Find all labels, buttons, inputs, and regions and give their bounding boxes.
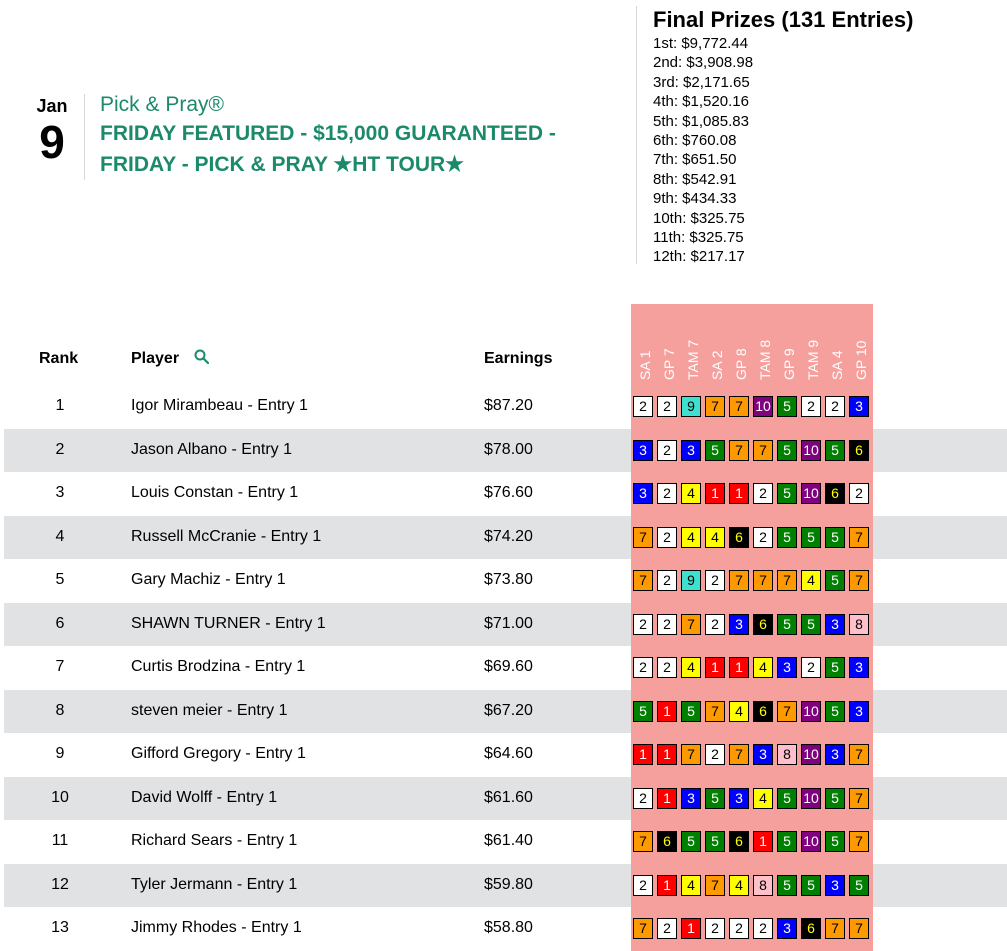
pick-cell: 2 [657, 483, 677, 504]
pick-cell: 2 [729, 918, 749, 939]
pick-cell: 4 [753, 788, 773, 809]
pick-cell: 2 [657, 527, 677, 548]
pick-cell: 2 [705, 570, 725, 591]
pick-cell: 7 [825, 918, 845, 939]
table-row[interactable] [4, 559, 1007, 603]
pick-cell: 3 [849, 701, 869, 722]
race-header-label: SA 2 [709, 350, 725, 380]
rank-cell: 7 [55, 658, 65, 675]
pick-cell: 5 [777, 875, 797, 896]
pick-cell: 7 [849, 570, 869, 591]
pick-cell: 2 [753, 483, 773, 504]
pick-cell: 7 [729, 570, 749, 591]
player-name: Richard Sears - Entry 1 [131, 832, 298, 849]
pick-cell: 2 [633, 614, 653, 635]
rank-cell: 6 [55, 614, 65, 632]
pick-cell: 5 [825, 701, 845, 722]
event-name-line2: FRIDAY - PICK & PRAY ★HT TOUR★ [100, 153, 464, 176]
pick-cell: 5 [777, 527, 797, 548]
pick-cell: 4 [729, 875, 749, 896]
pick-cell: 6 [801, 918, 821, 939]
pick-cell: 1 [657, 788, 677, 809]
earnings-cell: $67.20 [484, 701, 533, 719]
pick-cell: 1 [705, 657, 725, 678]
pick-cell: 3 [681, 788, 701, 809]
pick-cell: 4 [681, 657, 701, 678]
table-row[interactable] [4, 646, 1007, 690]
table-row[interactable] [4, 690, 1007, 734]
pick-cell: 5 [825, 440, 845, 461]
earnings-cell: $71.00 [484, 614, 533, 632]
rank-header: Rank [39, 350, 79, 367]
pick-cell: 2 [753, 918, 773, 939]
table-row[interactable] [4, 472, 1007, 516]
pick-cell: 5 [681, 701, 701, 722]
pick-cell: 1 [705, 483, 725, 504]
player-name: Igor Mirambeau - Entry 1 [131, 397, 308, 414]
race-header-label: GP 8 [733, 348, 749, 380]
pick-cell: 1 [729, 657, 749, 678]
earnings-cell: $78.00 [484, 440, 533, 458]
table-row[interactable] [4, 516, 1007, 560]
pick-cell: 9 [681, 570, 701, 591]
pick-cell: 10 [801, 440, 821, 461]
prize-list [653, 34, 1007, 267]
earnings-cell: $73.80 [484, 571, 533, 588]
pick-cell: 7 [633, 527, 653, 548]
pick-cell: 6 [729, 527, 749, 548]
rank-cell: 2 [55, 440, 65, 458]
pick-cell: 1 [633, 744, 653, 765]
prizes-title: Final Prizes (131 Entries) [653, 7, 914, 32]
pick-cell: 4 [705, 527, 725, 548]
prize-item: 5th: $1,085.83 [653, 112, 749, 130]
pick-cell: 5 [705, 831, 725, 852]
rank-cell: 11 [51, 832, 69, 849]
final-prizes [636, 6, 1007, 264]
pick-cell: 3 [849, 396, 869, 417]
pick-cell: 7 [705, 396, 725, 417]
table-row[interactable] [4, 385, 1007, 429]
prize-item: 10th: $325.75 [653, 209, 745, 227]
pick-cell: 5 [801, 614, 821, 635]
pick-cell: 10 [753, 396, 773, 417]
pick-cell: 5 [825, 657, 845, 678]
search-icon[interactable] [194, 349, 210, 365]
race-header-label: TAM 8 [757, 339, 773, 380]
earnings-header: Earnings [484, 350, 553, 367]
pick-cell: 7 [849, 788, 869, 809]
rank-cell: 9 [55, 745, 65, 762]
race-header-label: GP 7 [661, 348, 677, 380]
pick-cell: 7 [729, 440, 749, 461]
pick-cell: 7 [705, 875, 725, 896]
pick-cell: 3 [825, 614, 845, 635]
contest-brand: Pick & Pray® [100, 93, 225, 116]
rank-cell: 3 [55, 484, 65, 501]
pick-cell: 5 [705, 440, 725, 461]
pick-cell: 5 [801, 875, 821, 896]
pick-cell: 6 [657, 831, 677, 852]
pick-cell: 2 [633, 875, 653, 896]
pick-cell: 2 [657, 918, 677, 939]
pick-cell: 3 [777, 657, 797, 678]
prize-item: 4th: $1,520.16 [653, 93, 749, 111]
pick-cell: 5 [825, 527, 845, 548]
pick-cell: 5 [801, 527, 821, 548]
pick-cell: 6 [753, 614, 773, 635]
pick-cell: 3 [633, 483, 653, 504]
player-name: Louis Constan - Entry 1 [131, 484, 299, 501]
pick-cell: 2 [657, 614, 677, 635]
pick-cell: 2 [657, 657, 677, 678]
event-month: Jan [36, 96, 68, 116]
player-name: Gifford Gregory - Entry 1 [131, 745, 306, 762]
pick-cell: 2 [705, 744, 725, 765]
rank-cell: 13 [51, 919, 69, 936]
pick-cell: 5 [777, 483, 797, 504]
prize-item: 6th: $760.08 [653, 132, 737, 150]
prize-item: 9th: $434.33 [653, 190, 737, 208]
prize-item: 1st: $9,772.44 [653, 35, 749, 52]
pick-cell: 5 [777, 440, 797, 461]
pick-cell: 7 [681, 614, 701, 635]
pick-cell: 7 [849, 744, 869, 765]
player-name: Tyler Jermann - Entry 1 [131, 875, 298, 893]
pick-cell: 7 [777, 701, 797, 722]
player-name: SHAWN TURNER - Entry 1 [131, 614, 326, 632]
pick-cell: 7 [633, 918, 653, 939]
player-name: Gary Machiz - Entry 1 [131, 571, 286, 588]
player-name: steven meier - Entry 1 [131, 701, 288, 719]
event-date [20, 94, 85, 180]
rank-cell: 5 [55, 571, 65, 588]
pick-cell: 10 [801, 788, 821, 809]
pick-cell: 2 [633, 657, 653, 678]
pick-cell: 7 [729, 396, 749, 417]
player-name: Jimmy Rhodes - Entry 1 [131, 919, 302, 936]
earnings-cell: $87.20 [484, 397, 533, 414]
earnings-cell: $59.80 [484, 875, 533, 893]
pick-cell: 3 [729, 788, 749, 809]
pick-cell: 5 [633, 701, 653, 722]
pick-cell: 5 [705, 788, 725, 809]
race-header-label: TAM 7 [685, 339, 701, 380]
pick-cell: 6 [753, 701, 773, 722]
pick-cell: 4 [729, 701, 749, 722]
pick-cell: 3 [825, 875, 845, 896]
pick-cell: 4 [681, 527, 701, 548]
pick-cell: 10 [801, 831, 821, 852]
pick-cell: 10 [801, 744, 821, 765]
prize-item: 3rd: $2,171.65 [653, 73, 750, 91]
table-row[interactable] [4, 820, 1007, 864]
pick-cell: 1 [657, 744, 677, 765]
pick-cell: 4 [753, 657, 773, 678]
rank-cell: 8 [55, 701, 65, 719]
earnings-cell: $76.60 [484, 484, 533, 501]
earnings-cell: $58.80 [484, 919, 533, 936]
pick-cell: 4 [801, 570, 821, 591]
pick-cell: 5 [825, 570, 845, 591]
pick-cell: 2 [705, 614, 725, 635]
event-title [100, 92, 630, 180]
pick-cell: 1 [657, 701, 677, 722]
pick-cell: 2 [825, 396, 845, 417]
pick-cell: 7 [753, 440, 773, 461]
rank-cell: 4 [55, 527, 65, 545]
pick-cell: 7 [849, 527, 869, 548]
pick-cell: 2 [633, 396, 653, 417]
pick-cell: 2 [801, 657, 821, 678]
race-header-label: TAM 9 [805, 339, 821, 380]
pick-cell: 7 [633, 831, 653, 852]
pick-cell: 7 [777, 570, 797, 591]
pick-cell: 10 [801, 701, 821, 722]
pick-cell: 7 [705, 701, 725, 722]
table-row[interactable] [4, 733, 1007, 777]
pick-cell: 2 [657, 440, 677, 461]
pick-cell: 7 [681, 744, 701, 765]
earnings-cell: $64.60 [484, 745, 533, 762]
pick-cell: 5 [777, 396, 797, 417]
pick-cell: 7 [849, 918, 869, 939]
pick-cell: 5 [849, 875, 869, 896]
pick-cell: 6 [729, 831, 749, 852]
pick-cell: 10 [801, 483, 821, 504]
pick-cell: 3 [849, 657, 869, 678]
rank-cell: 1 [55, 397, 65, 414]
earnings-cell: $61.40 [484, 832, 533, 849]
player-name: Curtis Brodzina - Entry 1 [131, 658, 306, 675]
pick-cell: 3 [777, 918, 797, 939]
pick-cell: 7 [753, 570, 773, 591]
pick-cell: 5 [777, 614, 797, 635]
pick-cell: 7 [849, 831, 869, 852]
earnings-cell: $69.60 [484, 658, 533, 675]
earnings-cell: $74.20 [484, 527, 533, 545]
pick-cell: 7 [729, 744, 749, 765]
pick-cell: 7 [633, 570, 653, 591]
pick-cell: 8 [849, 614, 869, 635]
pick-cell: 3 [681, 440, 701, 461]
race-header-label: SA 1 [637, 350, 653, 380]
pick-cell: 1 [729, 483, 749, 504]
pick-cell: 8 [753, 875, 773, 896]
pick-cell: 1 [753, 831, 773, 852]
pick-cell: 4 [681, 483, 701, 504]
race-header-label: GP 9 [781, 348, 797, 380]
earnings-cell: $61.60 [484, 788, 533, 806]
pick-cell: 3 [825, 744, 845, 765]
table-row[interactable] [4, 603, 1007, 647]
event-name-line1: FRIDAY FEATURED - $15,000 GUARANTEED - [100, 122, 556, 145]
pick-cell: 2 [705, 918, 725, 939]
rank-cell: 12 [51, 875, 69, 893]
pick-cell: 5 [825, 831, 845, 852]
pick-cell: 5 [777, 831, 797, 852]
player-name: Russell McCranie - Entry 1 [131, 527, 322, 545]
prize-item: 11th: $325.75 [653, 229, 744, 247]
pick-cell: 5 [681, 831, 701, 852]
pick-cell: 2 [657, 570, 677, 591]
pick-cell: 6 [849, 440, 869, 461]
player-name: David Wolff - Entry 1 [131, 788, 278, 806]
pick-cell: 3 [729, 614, 749, 635]
pick-cell: 3 [753, 744, 773, 765]
pick-cell: 5 [825, 788, 845, 809]
pick-cell: 2 [633, 788, 653, 809]
pick-cell: 2 [849, 483, 869, 504]
event-day: 9 [39, 116, 65, 168]
prize-item: 12th: $217.17 [653, 248, 745, 266]
pick-cell: 5 [777, 788, 797, 809]
table-row[interactable] [4, 864, 1007, 908]
pick-cell: 1 [657, 875, 677, 896]
player-header: Player [131, 350, 180, 367]
pick-cell: 9 [681, 396, 701, 417]
pick-cell: 2 [801, 396, 821, 417]
pick-cell: 2 [657, 396, 677, 417]
rank-cell: 10 [51, 788, 69, 806]
prize-item: 8th: $542.91 [653, 170, 737, 188]
table-row[interactable] [4, 429, 1007, 473]
pick-cell: 1 [681, 918, 701, 939]
race-header-label: GP 10 [853, 340, 869, 380]
pick-cell: 3 [633, 440, 653, 461]
pick-cell: 4 [681, 875, 701, 896]
table-row[interactable] [4, 907, 1007, 951]
player-name: Jason Albano - Entry 1 [131, 440, 292, 458]
pick-cell: 8 [777, 744, 797, 765]
race-header-label: SA 4 [829, 350, 845, 380]
table-row[interactable] [4, 777, 1007, 821]
prize-item: 2nd: $3,908.98 [653, 54, 754, 72]
pick-cell: 6 [825, 483, 845, 504]
prize-item: 7th: $651.50 [653, 151, 737, 169]
pick-cell: 2 [753, 527, 773, 548]
